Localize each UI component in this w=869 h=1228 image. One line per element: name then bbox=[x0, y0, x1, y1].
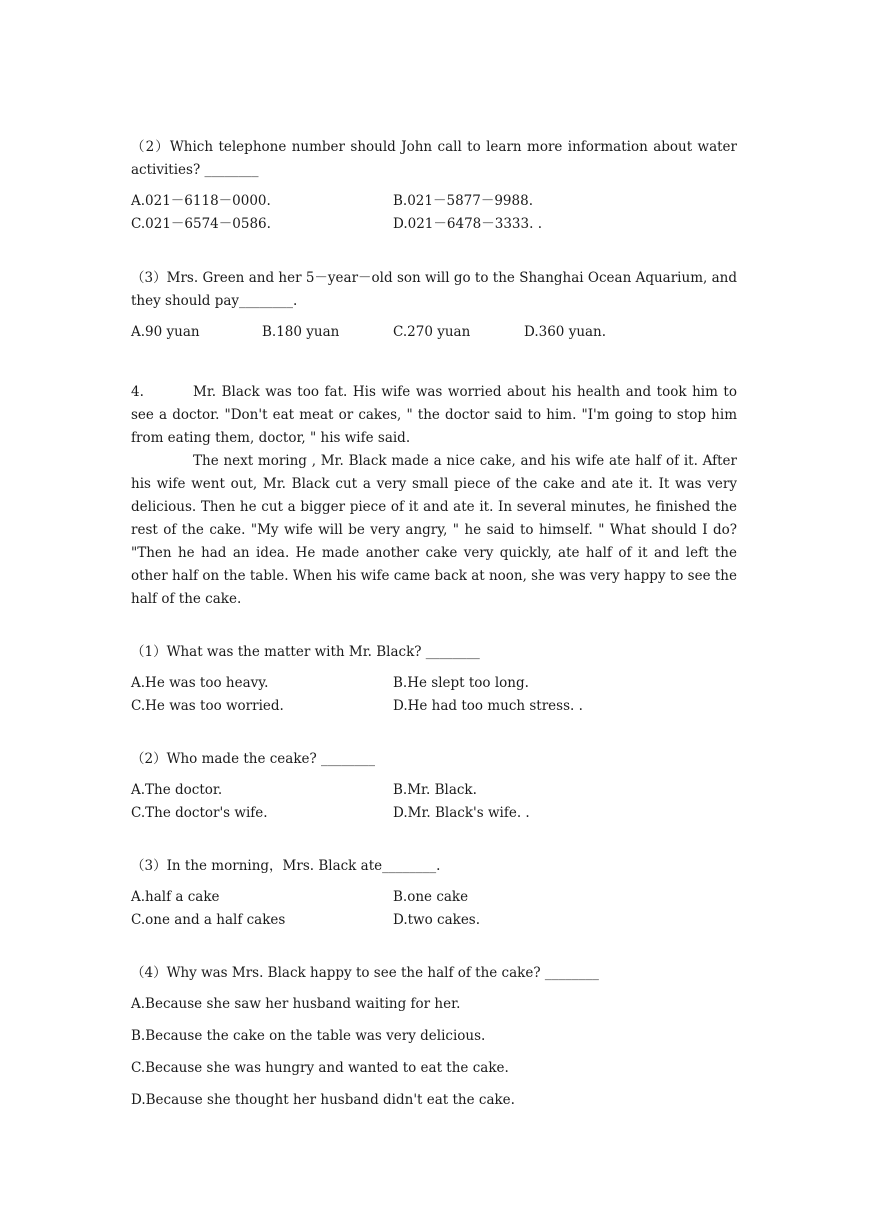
option-d: D.two cakes. bbox=[393, 912, 481, 928]
option-d: D.021－6478－3333. . bbox=[393, 216, 542, 232]
passage-number: 4. bbox=[131, 384, 144, 400]
passage-paragraph-1: Mr. Black was too fat. His wife was worried about his health and took him to see a doctor. "Don't eat meat or cakes, " the doctor said to him. "I'm going to stop him from eating them, doctor, " his wife said. bbox=[131, 384, 737, 446]
option-a: A.90 yuan bbox=[131, 324, 200, 340]
worksheet-page bbox=[131, 136, 737, 1121]
options bbox=[131, 779, 737, 825]
option-b: B.Because the cake on the table was very delicious. bbox=[131, 1028, 486, 1044]
option-b: B.180 yuan bbox=[262, 324, 340, 340]
question-text: （2）Who made the ceake? ________ bbox=[131, 751, 376, 767]
option-a: A.021－6118－0000. bbox=[131, 193, 271, 209]
options bbox=[131, 190, 737, 236]
option-c: C.021－6574－0586. bbox=[131, 216, 271, 232]
options bbox=[131, 672, 737, 718]
option-a: A.half a cake bbox=[131, 889, 220, 905]
reading-passage bbox=[131, 381, 737, 611]
question-text: （3）Mrs. Green and her 5－year－old son will go to the Shanghai Ocean Aquarium, and they should pay________. bbox=[131, 270, 737, 309]
question-text: （3）In the morning，Mrs. Black ate________. bbox=[131, 858, 441, 874]
question-4-3 bbox=[131, 855, 737, 932]
option-b: B.He slept too long. bbox=[393, 675, 529, 691]
question-4-4 bbox=[131, 962, 737, 1112]
question-3-3 bbox=[131, 267, 737, 344]
passage-paragraph-2: The next moring , Mr. Black made a nice cake, and his wife ate half of it. After his wife went out, Mr. Black cut a very small piece of the cake and ate it. It was very delicious. Then he cut a bigger piece of it and ate it. In several minutes, he finished the rest of the cake. "My wife will be very angry, " he said to himself. " What should I do? "Then he had an idea. He made another cake very quickly, ate half of it and left the other half on the table. When his wife came back at noon, she was very happy to see the half of the cake. bbox=[131, 453, 737, 607]
options bbox=[131, 886, 737, 932]
option-c: C.He was too worried. bbox=[131, 698, 284, 714]
option-b: B.021－5877－9988. bbox=[393, 193, 533, 209]
option-d: D.He had too much stress. . bbox=[393, 698, 583, 714]
option-b: B.one cake bbox=[393, 889, 469, 905]
option-c: C.The doctor's wife. bbox=[131, 805, 268, 821]
option-c: C.270 yuan bbox=[393, 324, 471, 340]
option-c: C.one and a half cakes bbox=[131, 912, 286, 928]
options bbox=[131, 993, 737, 1112]
option-a: A.He was too heavy. bbox=[131, 675, 269, 691]
question-4-2 bbox=[131, 748, 737, 825]
option-c: C.Because she was hungry and wanted to eat the cake. bbox=[131, 1060, 509, 1076]
question-3-2 bbox=[131, 136, 737, 236]
option-a: A.Because she saw her husband waiting for her. bbox=[131, 996, 461, 1012]
question-text: （4）Why was Mrs. Black happy to see the half of the cake? ________ bbox=[131, 965, 599, 981]
options bbox=[131, 321, 737, 344]
question-text: （2）Which telephone number should John call to learn more information about water activities? ________ bbox=[131, 139, 737, 178]
option-a: A.The doctor. bbox=[131, 782, 223, 798]
option-d: D.Because she thought her husband didn't eat the cake. bbox=[131, 1092, 515, 1108]
option-b: B.Mr. Black. bbox=[393, 782, 477, 798]
question-text: （1）What was the matter with Mr. Black? ________ bbox=[131, 644, 480, 660]
question-4-1 bbox=[131, 641, 737, 718]
option-d: D.360 yuan. bbox=[524, 324, 607, 340]
option-d: D.Mr. Black's wife. . bbox=[393, 805, 530, 821]
